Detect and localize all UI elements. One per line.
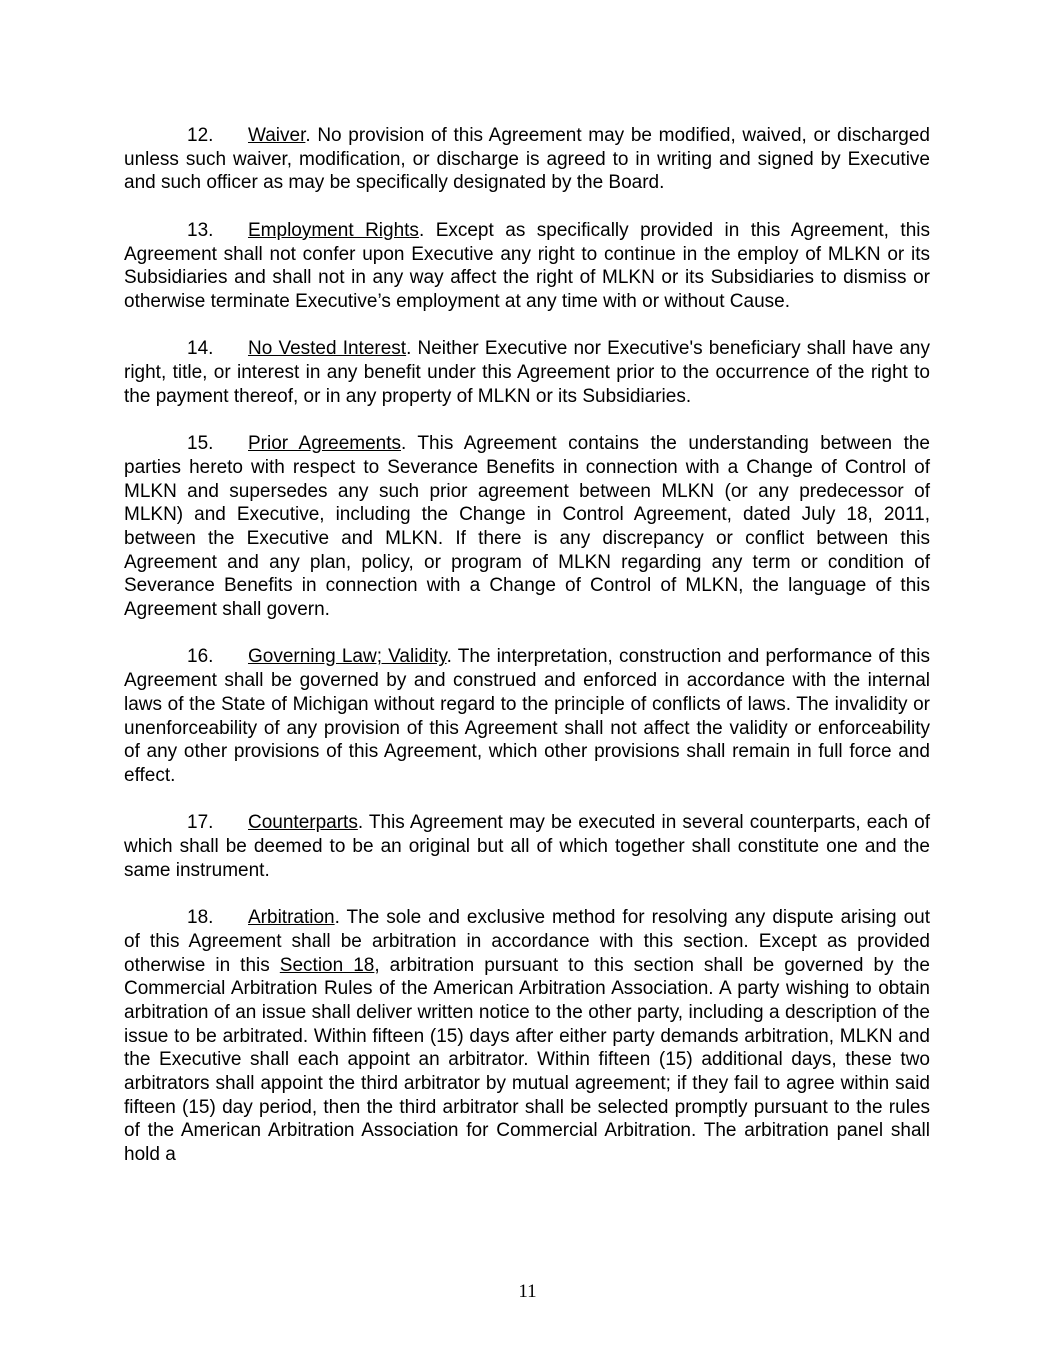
section-heading: Governing Law; Validity: [248, 646, 447, 668]
section-number: 12.: [187, 125, 214, 146]
document-page: [124, 124, 930, 1191]
section-number: 17.: [187, 812, 214, 834]
section-reference: Section 18: [279, 954, 375, 976]
section-number: 15.: [187, 433, 214, 455]
section-18: [124, 906, 930, 1167]
section-text: . Neither Executive nor Executive's beneficiary shall have any right, title, or interest in any benefit under this Agreement prior to the occurrence of the right to the payment thereof, or in any property of MLKN or its Subsidiaries.: [124, 338, 930, 407]
section-heading: Arbitration: [248, 907, 335, 929]
section-16: [124, 645, 930, 787]
section-heading: Waiver: [248, 125, 306, 146]
section-12: [124, 124, 930, 195]
section-text: . No provision of this Agreement may be modified, waived, or discharged unless such waiver, modification, or discharge is agreed to in writing and signed by Executive and such officer as may be specifically designated by the Board.: [124, 125, 930, 194]
section-heading: Prior Agreements: [248, 433, 401, 455]
section-17: [124, 811, 930, 882]
section-heading: Counterparts: [248, 812, 358, 834]
section-14: [124, 337, 930, 408]
section-15: [124, 432, 930, 622]
page-number: 11: [518, 1281, 537, 1302]
section-text: . This Agreement contains the understanding between the parties hereto with respect to Severance Benefits in connection with a Change of Control of MLKN and supersedes any such prior agreement between MLKN (or any predecessor of MLKN) and Executive, including the Change in Control Agreement, dated July 18, 2011, between the Executive and MLKN. If there is any discrepancy or conflict between this Agreement and any plan, policy, or program of MLKN regarding any term or condition of Severance Benefits in connection with a Change of Control of MLKN, the language of this Agreement shall govern.: [124, 433, 930, 621]
section-text: . The interpretation, construction and performance of this Agreement shall be governed by and construed and enforced in accordance with the internal laws of the State of Michigan without regard to the principle of conflicts of laws. The invalidity or unenforceability of any provision of this Agreement shall not affect the validity or enforceability of any other provisions of this Agreement, which other provisions shall remain in full force and effect.: [124, 646, 930, 786]
section-number: 16.: [187, 646, 214, 668]
section-heading: Employment Rights: [248, 219, 419, 241]
section-text: . This Agreement may be executed in several counterparts, each of which shall be deemed to be an original but all of which together shall constitute one and the same instrument.: [124, 812, 930, 881]
section-text: , arbitration pursuant to this section shall be governed by the Commercial Arbitration Rules of the American Arbitration Association. A party wishing to obtain arbitration of an issue shall deliver written notice to the other party, including a description of the issue to be arbitrated. Within fifteen (15) days after either party demands arbitration, MLKN and the Executive shall each appoint an arbitrator. Within fifteen (15) additional days, these two arbitrators shall appoint the third arbitrator by mutual agreement; if they fail to agree within said fifteen (15) day period, then the third arbitrator shall be selected promptly pursuant to the rules of the American Arbitration Association for Commercial Arbitration. The arbitration panel shall hold a: [124, 954, 930, 1166]
section-number: 13.: [187, 219, 214, 241]
section-heading: No Vested Interest: [248, 338, 407, 360]
section-13: [124, 219, 930, 314]
section-number: 14.: [187, 338, 214, 360]
section-text: . Except as specifically provided in this Agreement, this Agreement shall not confer upon Executive any right to continue in the employ of MLKN or its Subsidiaries and shall not in any way affect the right of MLKN or its Subsidiaries to dismiss or otherwise terminate Executive’s employment at any time with or without Cause.: [124, 219, 930, 312]
section-number: 18.: [187, 907, 214, 929]
section-text: . The sole and exclusive method for resolving any dispute arising out of this Agreement shall be arbitration in accordance with this section. Except as provided otherwise in this: [124, 907, 930, 976]
